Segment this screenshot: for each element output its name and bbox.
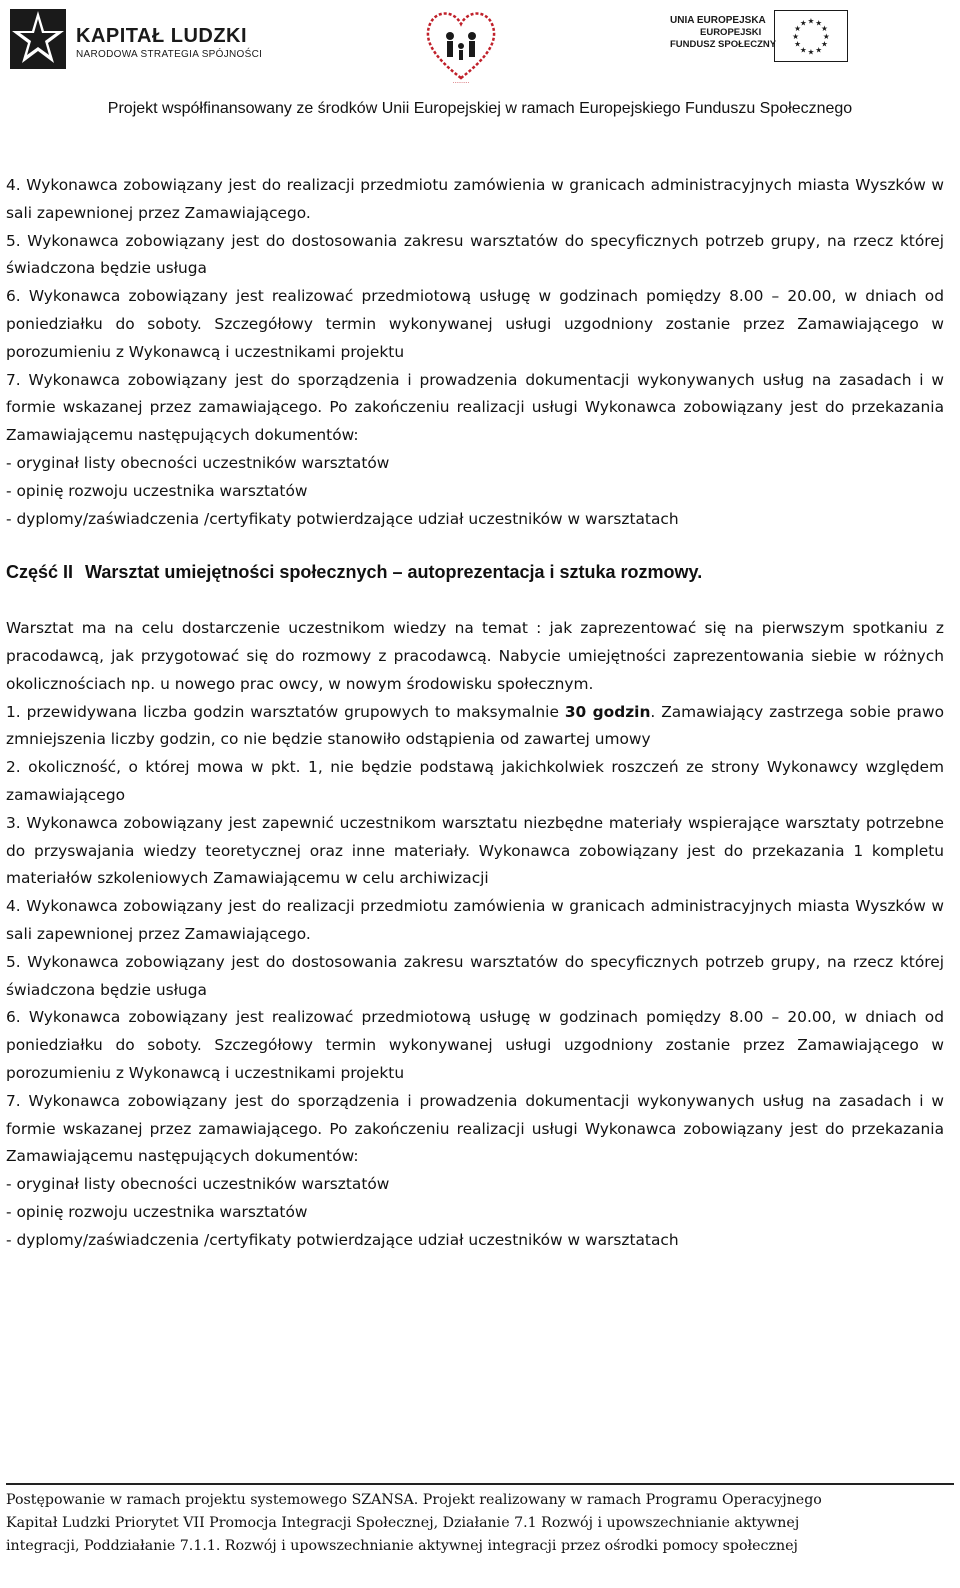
footer-text [6,1489,954,1558]
eu-logo-line3: FUNDUSZ SPOŁECZNY [670,39,777,50]
kapital-ludzki-subtitle: NARODOWA STRATEGIA SPÓJNOŚCI [76,49,263,60]
footer-divider [6,1483,954,1485]
cofinancing-note: Projekt współfinansowany ze środków Unii Europejskiej w ramach Europejskiego Funduszu Społecznego [107,100,853,117]
page-footer [0,1483,960,1558]
family-heart-logo-icon [420,2,502,88]
svg-text:★: ★ [815,18,823,28]
part2-point-1-text: 1. przewidywana liczba godzin warsztatów grupowych to maksymalnie [6,702,565,721]
svg-text:★: ★ [822,31,830,41]
svg-text:★: ★ [821,24,828,34]
svg-text:·········: ········· [452,80,470,87]
part2-heading [6,559,944,587]
part2-point-4: 4. Wykonawca zobowiązany jest do realizacji przedmiotu zamówienia w granicach administracyjnych miasta Wyszków w sali zapewnionej przez Zamawiającego. [6,897,944,943]
eu-logo-line1: UNIA EUROPEJSKA [670,15,766,26]
document-body [6,172,944,1254]
eu-efs-logo [670,10,856,66]
part2-point-1-tail: . Zamawiający zastrzega sobie prawo zmniejszenia liczby godzin, co nie będzie stanowiło odstąpienia od zawartej umowy [6,702,944,749]
s1-point-7: 7. Wykonawca zobowiązany jest do sporządzenia i prowadzenia dokumentacji wykonywanych usług na zasadach i w formie wskazanej przez zamawiającego. Po zakończeniu realizacji usługi Wykonawca zobowiązany jest do przekazania Zamawiającemu następujących dokumentów: [6,370,944,445]
part2-point-7: 7. Wykonawca zobowiązany jest do sporządzenia i prowadzenia dokumentacji wykonywanych usług na zasadach i w formie wskazanej przez zamawiającego. Po zakończeniu realizacji usługi Wykonawca zobowiązany jest do przekazania Zamawiającemu następujących dokumentów: [6,1091,944,1166]
part2-point-6: 6. Wykonawca zobowiązany jest realizować przedmiotową usługę w godzinach pomiędzy 8.00 – 20.00, w dniach od poniedziałku do soboty. Szczegółowy termin wykonywanej usługi uzgodniony zostanie przez Zamawiającego w porozumieniu z Wykonawcą i uczestnikami projektu [6,1008,944,1082]
eu-logo-line2: EUROPEJSKI [700,27,762,38]
svg-text:★: ★ [794,24,801,34]
part2-hours: 30 godzin [564,702,651,721]
part2-label: Część II [6,562,74,583]
footer-line: integracji, Poddziałanie 7.1.1. Rozwój i upowszechnianie aktywnej integracji przez ośrodki pomocy społecznej [6,1538,798,1554]
eu-stars-flag-icon [774,10,848,62]
part2-point-5: 5. Wykonawca zobowiązany jest do dostosowania zakresu warsztatów do specyficznych potrzeb grupy, na rzecz której świadczona będzie usługa [6,952,944,999]
eu-logo-text [670,15,776,51]
s1-list-item: - oryginał listy obecności uczestników warsztatów [6,453,390,472]
part2-list-item: - dyplomy/zaświadczenia /certyfikaty potwierdzające udział uczestników w warsztatach [6,1230,679,1249]
kapital-ludzki-logo [4,3,263,73]
svg-text:★: ★ [799,45,807,55]
part2-point-1 [6,699,944,755]
part2-point-2: 2. okoliczność, o której mowa w pkt. 1, nie będzie podstawą jakichkolwiek roszczeń ze strony Wykonawcy względem zamawiającego [6,758,944,804]
part2-intro: Warsztat ma na celu dostarczenie uczestnikom wiedzy na temat : jak zaprezentować się na pierwszym spotkaniu z pracodawcą, jak przygotować się do rozmowy z pracodawcą. Nabycie umiejętności zaprezentowania siebie w różnych okolicznościach np. u nowego prac owcy, w nowym środowisku społecznym. [6,619,944,693]
footer-line: Postępowanie w ramach projektu systemowego SZANSA. Projekt realizowany w ramach Programu Operacyjnego [6,1492,822,1508]
s1-list-item: - dyplomy/zaświadczenia /certyfikaty potwierdzające udział uczestników w warsztatach [6,509,679,528]
kapital-ludzki-title: KAPITAŁ LUDZKI [76,25,248,47]
kapital-ludzki-star-icon [8,3,70,71]
s1-point-6: 6. Wykonawca zobowiązany jest realizować przedmiotową usługę w godzinach pomiędzy 8.00 – 20.00, w dniach od poniedziałku do soboty. Szczegółowy termin wykonywanej usługi uzgodniony zostanie przez Zamawiającego w porozumieniu z Wykonawcą i uczestnikami projektu [6,287,944,361]
part2-title: Warsztat umiejętności społecznych – autoprezentacja i sztuka rozmowy. [85,562,703,583]
page-header [0,0,960,130]
part2-list-item: - opinię rozwoju uczestnika warsztatów [6,1202,308,1221]
footer-line: Kapitał Ludzki Priorytet VII Promocja Integracji Społecznej, Działanie 7.1 Rozwój i upowszechnianie aktywnej [6,1515,800,1531]
s1-list-item: - opinię rozwoju uczestnika warsztatów [6,481,308,500]
svg-text:★: ★ [807,47,815,57]
s1-point-4: 4. Wykonawca zobowiązany jest do realizacji przedmiotu zamówienia w granicach administracyjnych miasta Wyszków w sali zapewnionej przez Zamawiającego. [6,176,944,222]
svg-text:★: ★ [807,16,815,26]
svg-text:★: ★ [815,45,823,55]
part2-list-item: - oryginał listy obecności uczestników warsztatów [6,1175,390,1194]
svg-text:★: ★ [792,31,800,41]
part2-point-3: 3. Wykonawca zobowiązany jest zapewnić uczestnikom warsztatu niezbędne materiały wspierające warsztaty potrzebne do przyswajania wiedzy teoretycznej oraz inne materiały. Wykonawca zobowiązany jest do przekazania 1 kompletu materiałów szkoleniowych Zamawiającemu w celu archiwizacji [6,813,944,888]
svg-text:★: ★ [821,39,828,49]
svg-text:★: ★ [799,18,807,28]
s1-point-5: 5. Wykonawca zobowiązany jest do dostosowania zakresu warsztatów do specyficznych potrzeb grupy, na rzecz której świadczona będzie usługa [6,231,944,278]
svg-text:★: ★ [794,39,801,49]
